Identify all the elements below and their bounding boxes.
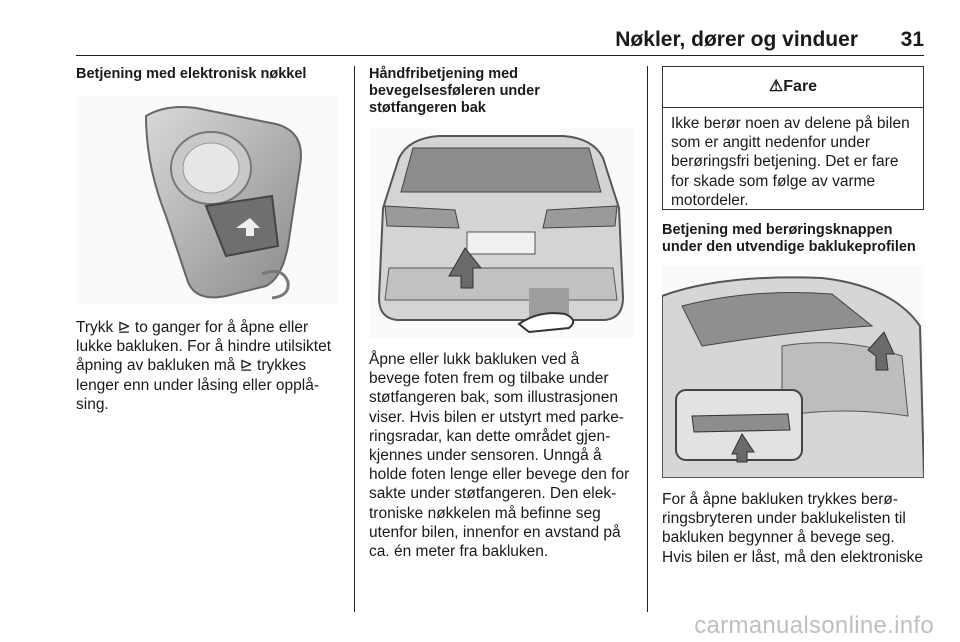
warning-title: Fare	[783, 78, 818, 95]
watermark: carmanualsonline.info	[694, 612, 934, 639]
rear-bumper-illustration	[369, 128, 633, 338]
key-paragraph: Trykk ⊵ to ganger for å åpne eller lukke bakluken. For å hindre utilsiktet åpning av bakluken må ⊵ trykkes lenger enn under låsing eller opplå- sing.	[76, 319, 332, 413]
column-3-heading	[662, 222, 932, 256]
page-header	[76, 28, 924, 52]
section-heading-handsfree: Håndfribetjening med bevegelsesføleren under støtfangeren bak	[369, 66, 540, 116]
column-2-text	[369, 350, 644, 561]
column-1	[76, 66, 348, 83]
column-3-text	[662, 490, 932, 567]
key-fob-icon	[76, 96, 338, 304]
column-1-text	[76, 318, 356, 414]
warning-triangle-icon: ⚠	[768, 78, 784, 95]
tailgate-switch-illustration	[662, 266, 924, 478]
warning-text: Ikke berør noen av delene på bilen som er angitt nedenfor under berøringsfri betjening. Det er fare for skade som følge av varme motordeler.	[671, 115, 910, 209]
touchpad-paragraph: For å åpne bakluken trykkes berø- ringsbryteren under baklukelisten til bakluken begynner å bevege seg. Hvis bilen er låst, må den elektroniske	[662, 491, 924, 566]
header-rule	[76, 55, 924, 56]
section-heading-key: Betjening med elektronisk nøkkel	[76, 66, 307, 82]
warning-header	[663, 67, 923, 108]
section-heading-touchpad: Betjening med berøringsknappen under den utvendige baklukeprofilen	[662, 222, 916, 255]
danger-warning-box	[662, 66, 924, 210]
column-2	[369, 66, 639, 117]
handsfree-paragraph: Åpne eller lukk bakluken ved å bevege foten frem og tilbake under støtfangeren bak, som illustrasjonen viser. Hvis bilen er utstyrt med parke- ringsradar, kan dette området gjen- kjennes under sensoren. Unngå å holde foten lenge eller bevege den for sakte under støtfangeren. Den elek- troniske nøkkelen må befinne seg utenfor bilen, innenfor en avstand på ca. én meter fra bakluken.	[369, 351, 630, 561]
page-title: Nøkler, dører og vinduer	[615, 28, 858, 51]
column-divider-2	[647, 66, 648, 612]
key-fob-illustration	[76, 96, 338, 304]
page-number: 31	[900, 28, 924, 51]
car-rear-icon	[369, 128, 633, 338]
tailgate-icon	[662, 266, 924, 478]
